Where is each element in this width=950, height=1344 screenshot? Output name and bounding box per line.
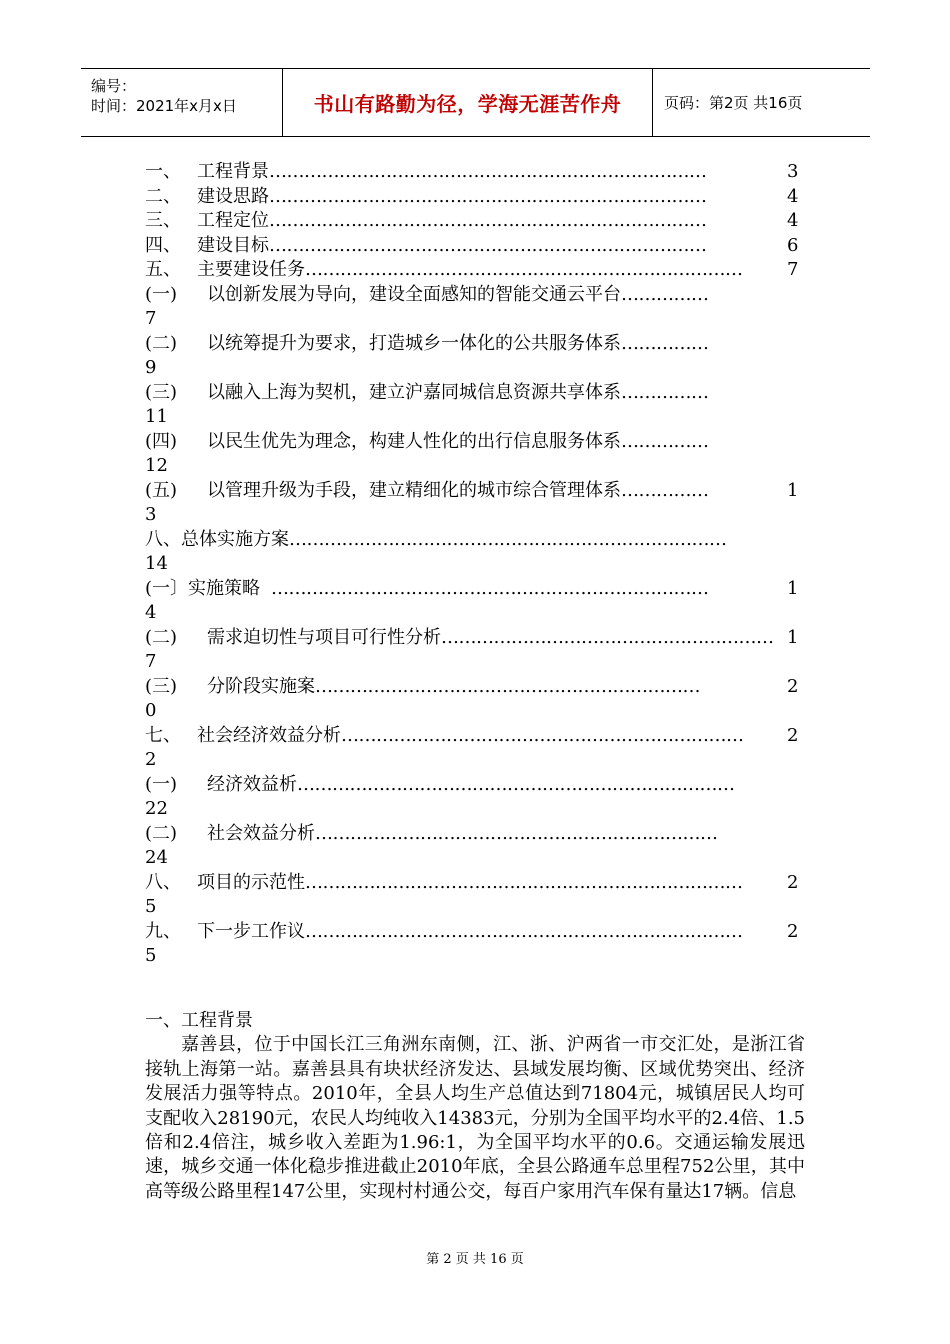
page-info: 页码：第2页 共16页 — [664, 94, 803, 112]
toc-entry-title: 社会效益分析 — [207, 822, 315, 844]
toc-leader-dots: …………… — [621, 332, 709, 354]
toc-entry — [145, 160, 805, 185]
toc-page-number-wrapped: 12 — [145, 455, 168, 476]
toc-entry-title: 分阶段实施案 — [207, 675, 315, 697]
toc-page-number-wrapped: 14 — [145, 553, 168, 574]
toc-page-number-wrapped: 5 — [145, 896, 157, 917]
toc-entry-label: 二、 — [145, 185, 181, 207]
toc-entry — [145, 871, 805, 896]
toc-entry — [145, 626, 805, 651]
toc-page-number-wrapped: 2 — [145, 749, 157, 770]
toc-entry-label: (二) — [145, 626, 178, 648]
toc-entry-label: (三) — [145, 675, 178, 697]
toc-leader-dots: …………… — [621, 479, 709, 501]
toc-leader-dots: ………………………………………………………………… — [269, 185, 707, 207]
header-page-cell — [652, 69, 870, 136]
toc-leader-dots: ………………………………………………………………… — [305, 871, 743, 893]
toc-entry-label: 一、 — [145, 161, 181, 182]
page-header — [81, 68, 870, 137]
page-footer: 第 2 页 共 16 页 — [426, 1252, 524, 1267]
toc-page-number: 4 — [787, 210, 799, 231]
toc-entry-label: (一〕实施策略 — [145, 577, 261, 599]
toc-page-number: 1 — [787, 577, 799, 599]
table-of-contents — [145, 160, 805, 969]
toc-leader-dots: ………………………………………………………………… — [305, 259, 743, 280]
toc-leader-dots: ………………………………………………………… — [315, 675, 700, 697]
toc-entry-label: 八、 — [145, 871, 181, 893]
toc-entry-title: 经济效益析 — [207, 773, 297, 795]
toc-entry — [145, 479, 805, 504]
toc-entry-title: 建设思路 — [197, 185, 269, 207]
header-motto-cell — [282, 69, 653, 136]
toc-leader-dots: ………………………………………………………………… — [305, 920, 743, 942]
toc-page-number: 7 — [787, 259, 799, 280]
toc-page-number: 1 — [787, 626, 799, 648]
body-section — [145, 1009, 805, 1204]
toc-entry-title: 以管理升级为手段，建立精细化的城市综合管理体系 — [207, 479, 621, 501]
toc-entry-title: 下一步工作议 — [197, 920, 305, 942]
toc-leader-dots: ………………………………………………………………… — [289, 528, 727, 550]
toc-entry — [145, 675, 805, 700]
toc-page-number-wrapped: 7 — [145, 651, 157, 672]
toc-leader-dots: …………………………………………………………… — [315, 822, 718, 844]
toc-entry-label: (二) — [145, 822, 178, 844]
toc-entry-label: (一) — [145, 773, 178, 795]
toc-leader-dots: ………………………………………………… — [441, 626, 774, 648]
toc-entry-label: 七、 — [145, 724, 181, 746]
toc-entry-label: 八、总体实施方案 — [145, 528, 289, 550]
toc-entry-label: (五) — [145, 479, 178, 501]
section-heading: 一、工程背景 — [145, 1010, 253, 1031]
toc-entry — [145, 528, 805, 553]
toc-leader-dots: ………………………………………………………………… — [269, 210, 707, 231]
toc-entry — [145, 773, 805, 798]
toc-entry-title: 项目的示范性 — [197, 871, 305, 893]
toc-entry — [145, 724, 805, 749]
toc-entry-label: (四) — [145, 430, 178, 452]
header-left-cell — [81, 69, 281, 136]
toc-page-number-wrapped: 0 — [145, 700, 157, 721]
toc-leader-dots: ………………………………………………………………… — [269, 234, 707, 256]
toc-entry-label: 九、 — [145, 920, 181, 942]
toc-page-number: 2 — [787, 920, 799, 942]
toc-entry-title: 工程背景 — [197, 161, 269, 182]
body-paragraph: 嘉善县，位于中国长江三角洲东南侧，江、浙、沪两省一市交汇处，是浙江省接轨上海第一站。嘉善县具有块状经济发达、县域发展均衡、区域优势突出、经济发展活力强等特点。2010年，全县人均生产总值达到71804元，城镇居民人均可支配收入28190元，农民人均纯收入14383元，分别为全国平均水平的2.4倍、1.5倍和2.4倍注，城乡收入差距为1.96:1，为全国平均水平的0.6。交通运输发展迅速，城乡交通一体化稳步推进截止2010年底，全县公路通车总里程752公里，其中高等级公路里程147公里，实现村村通公交，每百户家用汽车保有量达17辆。信息 — [145, 1034, 805, 1202]
toc-page-number-wrapped: 24 — [145, 847, 168, 868]
toc-page-number: 2 — [787, 675, 799, 697]
toc-page-number: 6 — [787, 234, 799, 256]
toc-entry — [145, 332, 805, 357]
toc-entry — [145, 920, 805, 945]
toc-entry-title: 以统筹提升为要求，打造城乡一体化的公共服务体系 — [207, 332, 621, 354]
toc-entry — [145, 381, 805, 406]
time-label: 时间：2021年x月x日 — [91, 97, 237, 115]
toc-entry-label: (一) — [145, 283, 178, 305]
toc-entry-title: 主要建设任务 — [197, 259, 305, 280]
toc-entry-title: 以创新发展为导向，建设全面感知的智能交通云平台 — [207, 283, 621, 305]
toc-entry-label: 五、 — [145, 259, 181, 280]
toc-page-number: 2 — [787, 724, 799, 746]
toc-leader-dots: ………………………………………………………………… — [297, 773, 735, 795]
toc-leader-dots: …………… — [621, 381, 709, 403]
toc-page-number-wrapped: 22 — [145, 798, 168, 819]
toc-entry — [145, 283, 805, 308]
toc-leader-dots: …………… — [621, 430, 709, 452]
serial-label: 编号： — [91, 77, 137, 95]
toc-entry-label: 四、 — [145, 234, 181, 256]
toc-entry-title: 社会经济效益分析 — [197, 724, 341, 746]
toc-leader-dots: …………… — [621, 283, 709, 305]
toc-page-number-wrapped: 3 — [145, 504, 157, 525]
toc-entry — [145, 209, 805, 234]
toc-entry-title: 以融入上海为契机，建立沪嘉同城信息资源共享体系 — [207, 381, 621, 403]
toc-entry — [145, 234, 805, 259]
toc-entry-title: 需求迫切性与项目可行性分析 — [207, 626, 441, 648]
toc-entry-title: 建设目标 — [197, 234, 269, 256]
toc-entry-label: (二) — [145, 332, 178, 354]
toc-entry — [145, 822, 805, 847]
motto-text: 书山有路勤为径，学海无涯苦作舟 — [313, 92, 622, 116]
toc-leader-dots: ………………………………………………………………… — [269, 161, 707, 182]
toc-entry — [145, 258, 805, 283]
toc-page-number: 2 — [787, 871, 799, 893]
toc-page-number: 3 — [787, 161, 799, 182]
toc-entry-title: 工程定位 — [197, 210, 269, 231]
toc-page-number-wrapped: 4 — [145, 602, 157, 623]
toc-entry-label: 三、 — [145, 210, 181, 231]
toc-leader-dots: ………………………………………………………………… — [271, 577, 709, 599]
toc-entry-title: 以民生优先为理念，构建人性化的出行信息服务体系 — [207, 430, 621, 452]
toc-entry — [145, 577, 805, 602]
toc-entry — [145, 430, 805, 455]
toc-page-number-wrapped: 7 — [145, 308, 157, 329]
toc-page-number: 1 — [787, 479, 799, 501]
toc-page-number-wrapped: 11 — [145, 406, 168, 427]
toc-page-number-wrapped: 9 — [145, 357, 157, 378]
toc-leader-dots: …………………………………………………………… — [341, 724, 744, 746]
toc-entry-label: (三) — [145, 381, 178, 403]
toc-page-number: 4 — [787, 185, 799, 207]
toc-page-number-wrapped: 5 — [145, 945, 157, 966]
toc-entry — [145, 185, 805, 210]
